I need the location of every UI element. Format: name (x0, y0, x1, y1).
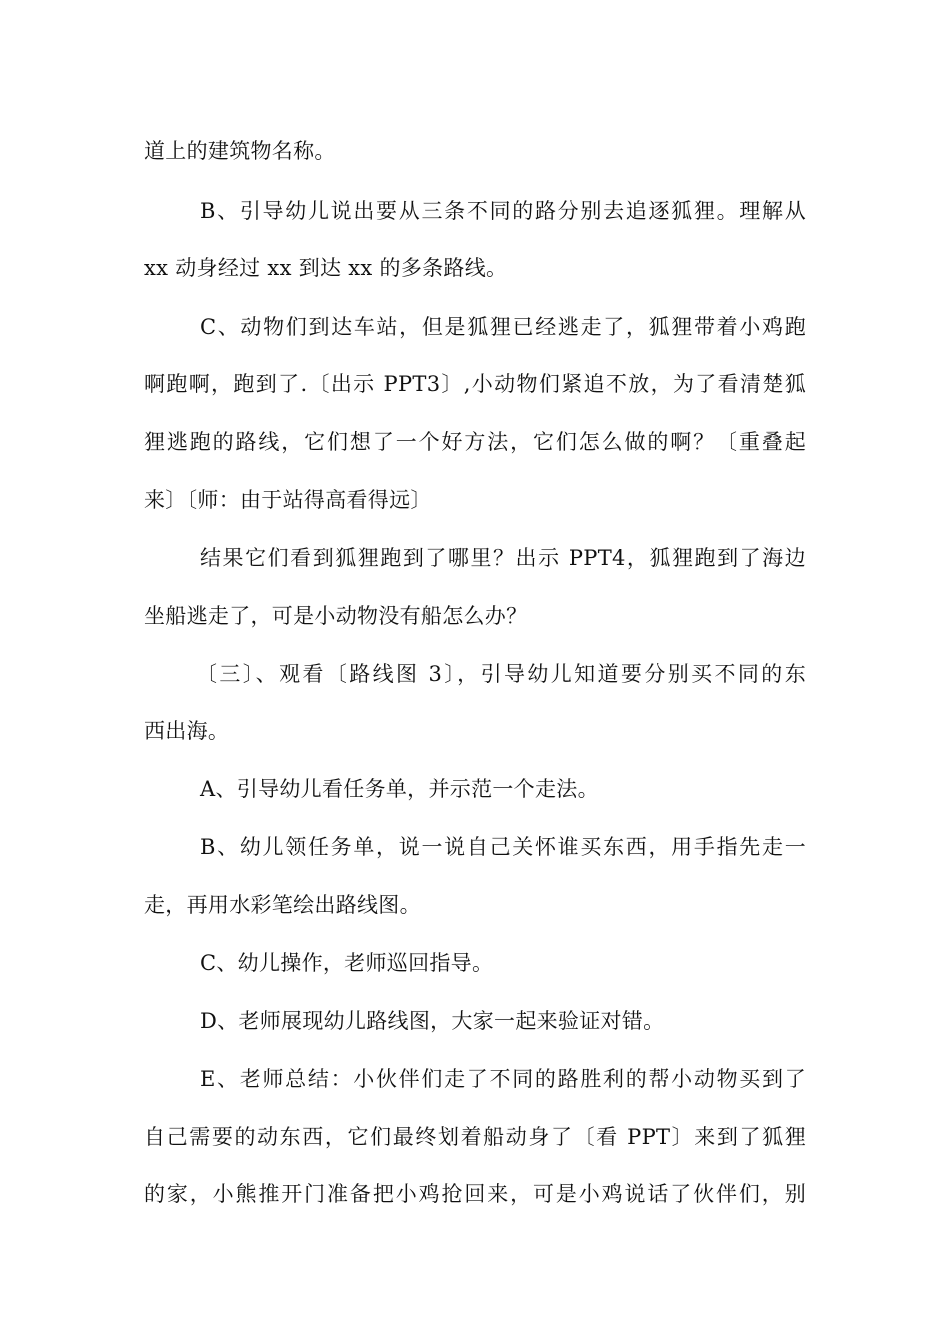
text-line: 狸逃跑的路线，它们想了一个好方法，它们怎么做的啊？〔重叠起 (144, 430, 806, 454)
text-line: D、老师展现幼儿路线图，大家一起来验证对错。 (200, 1009, 665, 1033)
text-line: B、引导幼儿说出要从三条不同的路分别去追逐狐狸。理解从 (200, 199, 806, 223)
text-line: A、引导幼儿看任务单，并示范一个走法。 (200, 777, 599, 801)
text-line: 走，再用水彩笔绘出路线图。 (144, 893, 421, 917)
text-line: 来〕〔师：由于站得高看得远〕 (144, 488, 432, 512)
text-line: 道上的建筑物名称。 (144, 139, 336, 163)
text-line: 的家，小熊推开门准备把小鸡抢回来，可是小鸡说话了伙伴们，别 (144, 1182, 806, 1206)
text-line: 坐船逃走了，可是小动物没有船怎么办？ (144, 604, 528, 628)
text-line: 西出海。 (144, 719, 230, 743)
text-line: B、幼儿领任务单，说一说自己关怀谁买东西，用手指先走一 (200, 835, 806, 859)
text-line: 〔三〕、观看〔路线图 3〕，引导幼儿知道要分别买不同的东 (196, 662, 806, 686)
text-line: C、幼儿操作，老师巡回指导。 (200, 951, 494, 975)
text-line: 自己需要的动东西，它们最终划着船动身了〔看 PPT〕来到了狐狸 (144, 1125, 806, 1149)
text-line: 结果它们看到狐狸跑到了哪里？出示 PPT4，狐狸跑到了海边 (200, 546, 806, 570)
text-line: xx 动身经过 xx 到达 xx 的多条路线。 (144, 256, 508, 280)
text-line: 啊跑啊，跑到了.〔出示 PPT3〕,小动物们紧追不放，为了看清楚狐 (144, 372, 806, 396)
text-line: C、动物们到达车站，但是狐狸已经逃走了，狐狸带着小鸡跑 (200, 315, 806, 339)
text-line: E、老师总结：小伙伴们走了不同的路胜利的帮小动物买到了 (200, 1067, 806, 1091)
